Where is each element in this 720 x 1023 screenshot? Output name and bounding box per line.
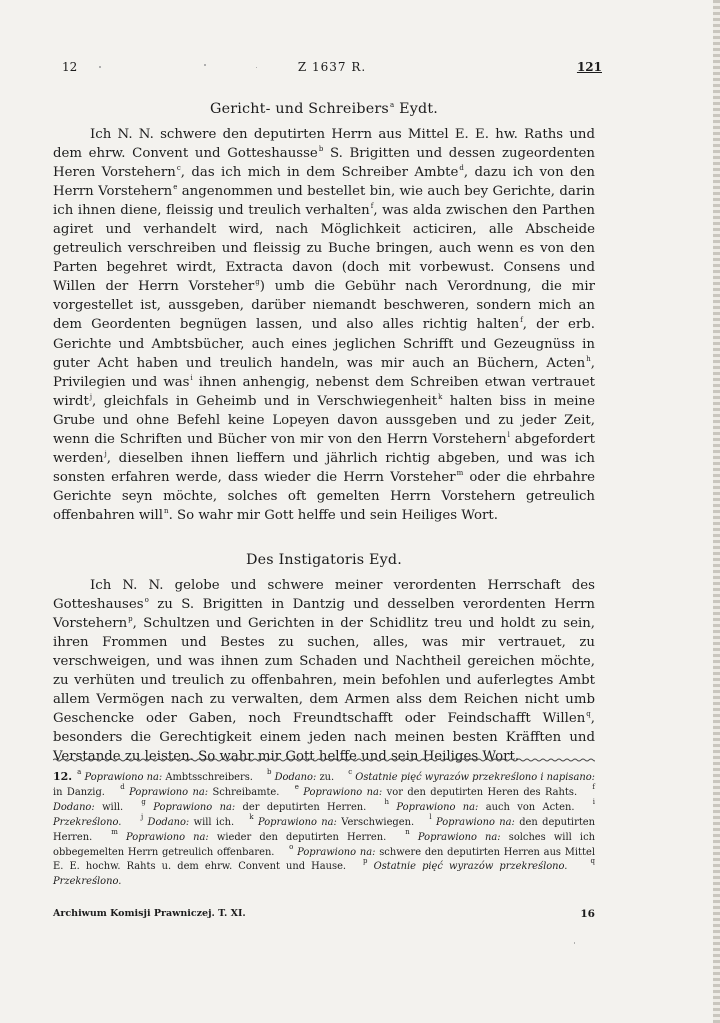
- oath-text: , der erb. Gerichte und Ambtsbücher, auch eines jeglichen Schrifft und Gezeugnüss in guter Acht haben und treulich handeln, was mir auch an Büchern, Acten: [53, 317, 595, 371]
- footnote-marker: f: [520, 316, 523, 325]
- page-number-left: 12: [62, 60, 78, 74]
- oath-text: , Privilegien und was: [53, 355, 595, 390]
- footnote-marker: f: [370, 202, 374, 211]
- oath-text: halten biss in meine Grube und ohne Befehl keine Lopeyen davon aussgeben und zu jeder Zeit, wenn die Schriften und Bücher von mir von den Herrn Vorstehern: [53, 393, 595, 447]
- oath-text: , besonders die Gerechtigkeit einem jeden nach meinen besten Kräfften und Verstande zu leisten. So wahr mir Gott helffe und sein Heiliges Wort.: [53, 711, 595, 765]
- footnote-marker: e: [173, 183, 178, 192]
- footnote-marker: i: [190, 373, 193, 382]
- footnote-marker: q: [586, 710, 591, 719]
- oath-paragraph-schreiber: [53, 125, 595, 525]
- footnote-marker: g: [255, 278, 260, 287]
- oath-text: angenommen und bestellet bin, wie auch bey Gerichte, darin ich ihnen diene, fleissig und treulich verhalten: [53, 184, 595, 219]
- footnote-marker: j: [104, 449, 107, 458]
- oath-paragraph-instigator: [53, 576, 595, 766]
- footnote-separator: [53, 757, 595, 763]
- oath-text: ) umb die Gebühr nach Verordnung, die mir vorgestellet ist, aussgeben, darüber niemandt beschweren, sondern mich an dem Geordenten begnügen lassen, und also alles richtig halten: [53, 279, 595, 333]
- oath-text: abgefordert werden: [53, 431, 595, 466]
- oath-text: ihnen anhengig, nebenst dem Schreiben etwan vertrauet wirdt: [53, 374, 595, 409]
- footnote-item: $^a$ Poprawiono na: Ambtsschreibers.: [77, 768, 266, 783]
- footnote-item: $^f$ Dodano: will.: [53, 782, 595, 813]
- footnote-marker: n: [164, 506, 169, 515]
- footnote-marker: j: [89, 392, 93, 401]
- footnote-marker: o: [144, 596, 149, 605]
- oath-text: zu S. Brigitten in Dantzig und desselben verordenten Herrn Vorstehern: [53, 597, 595, 632]
- footnote-item: $^h$ Poprawiono na: auch von Acten.: [384, 797, 592, 813]
- footnote-item: $^q$ Przekreślono.: [53, 857, 596, 888]
- oath-text: Ich N. N. schwere den deputirten Herrn aus Mittel E. E. hw. Raths und dem ehrw. Convent und Gotteshausse: [53, 127, 595, 162]
- section-heading-schreiber: Gericht- und Schreibers$^a$ Eydt.: [209, 101, 439, 117]
- footnote-item: $^p$ Ostatnie pięć wyrazów przekreślono.: [363, 857, 568, 873]
- signature-mark: 16: [580, 908, 595, 920]
- footnote-marker: h: [586, 354, 591, 363]
- footnote-item: $^k$ Poprawiono na: Verschwiegen.: [249, 812, 429, 828]
- footnote-marker: c: [176, 164, 181, 173]
- footnote-item: $^l$ Poprawiono na: den deputirten Herren.: [53, 812, 595, 843]
- footnote-number: 12.: [53, 770, 73, 783]
- footnote-item: $^i$ Przekreślono.: [53, 797, 595, 828]
- running-header: [62, 60, 602, 82]
- oath-text: S. Brigitten und dessen zugeordenten Heren Vorstehern: [53, 146, 595, 181]
- footnote-item: $^n$ Poprawiono na: solches will ich obbegemelten Herrn getreulich offenbaren.: [53, 827, 595, 858]
- footnote-item: $^d$ Poprawiono na: Schreibamte.: [120, 782, 294, 798]
- footnote-item: $^o$ Poprawiono na: schwere den deputirten Herren aus Mittel E. E. hochw. Rahts u. dem ehrw. Convent und Hause.: [53, 842, 595, 873]
- oath-text: , dieselben ihnen lieffern und jährlich richtig abgeben, und was ich sonsten erfahren werde, dass wieder die Herrn Vorsteher: [53, 450, 595, 485]
- main-content: [53, 100, 595, 766]
- footnote-marker: d: [459, 164, 464, 173]
- running-title: Z 1637 R.: [297, 60, 367, 74]
- oath-text: , das ich mich in dem Schreiber Ambte: [180, 165, 459, 181]
- footnote-item: $^b$ Dodano: zu.: [266, 768, 348, 783]
- oath-text: Ich N. N. gelobe und schwere meiner verordenten Herrschaft des Gotteshauses: [53, 577, 595, 613]
- footnote-marker: b: [318, 145, 324, 154]
- oath-text: , was alda zwischen den Parthen agiret und verhandelt wird, nach Möglichkeit acticiren, alle Abscheide getreulich verschreiben und fleissig zu Buche bringen, auch wenn es von den Parten begehret wirdt, Extracta davon (doch mit vorbewust. Consens und Willen der Herrn Vorsteher: [53, 203, 595, 295]
- footnote-item: $^m$ Poprawiono na: wieder den deputirten Herren.: [111, 827, 405, 843]
- footnote-item: $^j$ Dodano: will ich.: [141, 812, 249, 828]
- oath-text: , dazu ich von den Herrn Vorstehern: [53, 165, 595, 200]
- oath-text: , gleichfals in Geheimb und in Verschwiegenheit: [92, 393, 438, 409]
- page-edge: [713, 0, 720, 1023]
- section-heading-instigator: Des Instigatoris Eyd.: [245, 551, 403, 568]
- page-number-right: 121: [576, 60, 602, 74]
- footnote-marker: l: [507, 430, 510, 439]
- oath-text: . So wahr mir Gott helffe und sein Heiliges Wort.: [168, 507, 498, 523]
- footnote-item: $^e$ Poprawiono na: vor den deputirten Heren des Rahts.: [294, 782, 592, 798]
- footnote-item: $^c$ Ostatnie pięć wyrazów przekreślono i napisano: in Danzig.: [53, 768, 596, 798]
- footnote-item: $^g$ Poprawiono na: der deputirten Herren.: [141, 797, 384, 813]
- footnote-marker: p: [128, 615, 133, 624]
- footnote-marker: m: [456, 468, 464, 477]
- series-title: Archiwum Komisji Prawniczej. T. XI.: [53, 908, 246, 919]
- oath-text: oder die ehrbahre Gerichte seyn möchte, solches oft gemelten Herrn Vorstehern getreulich offenbahren will: [53, 469, 595, 523]
- footnote-marker: k: [438, 392, 443, 401]
- footnotes: [53, 770, 595, 890]
- oath-text: , Schultzen und Gerichten in der Schidlitz treu und holdt zu sein, ihren Frommen und Bestes zu suchen, alles, was mir vertrauet, zu verschweigen, und was ihnen zum Schaden und Nachtheil gereichen möchte, zu verhüten und treulich zu offenbahren, mein befohlen und auferlegtes Ambt allem Vermögen nach zu verwalten, dem Armen alss dem Reichen nicht umb Geschencke oder Gaben, noch Freundtschafft oder Feindschafft Willen: [53, 616, 595, 727]
